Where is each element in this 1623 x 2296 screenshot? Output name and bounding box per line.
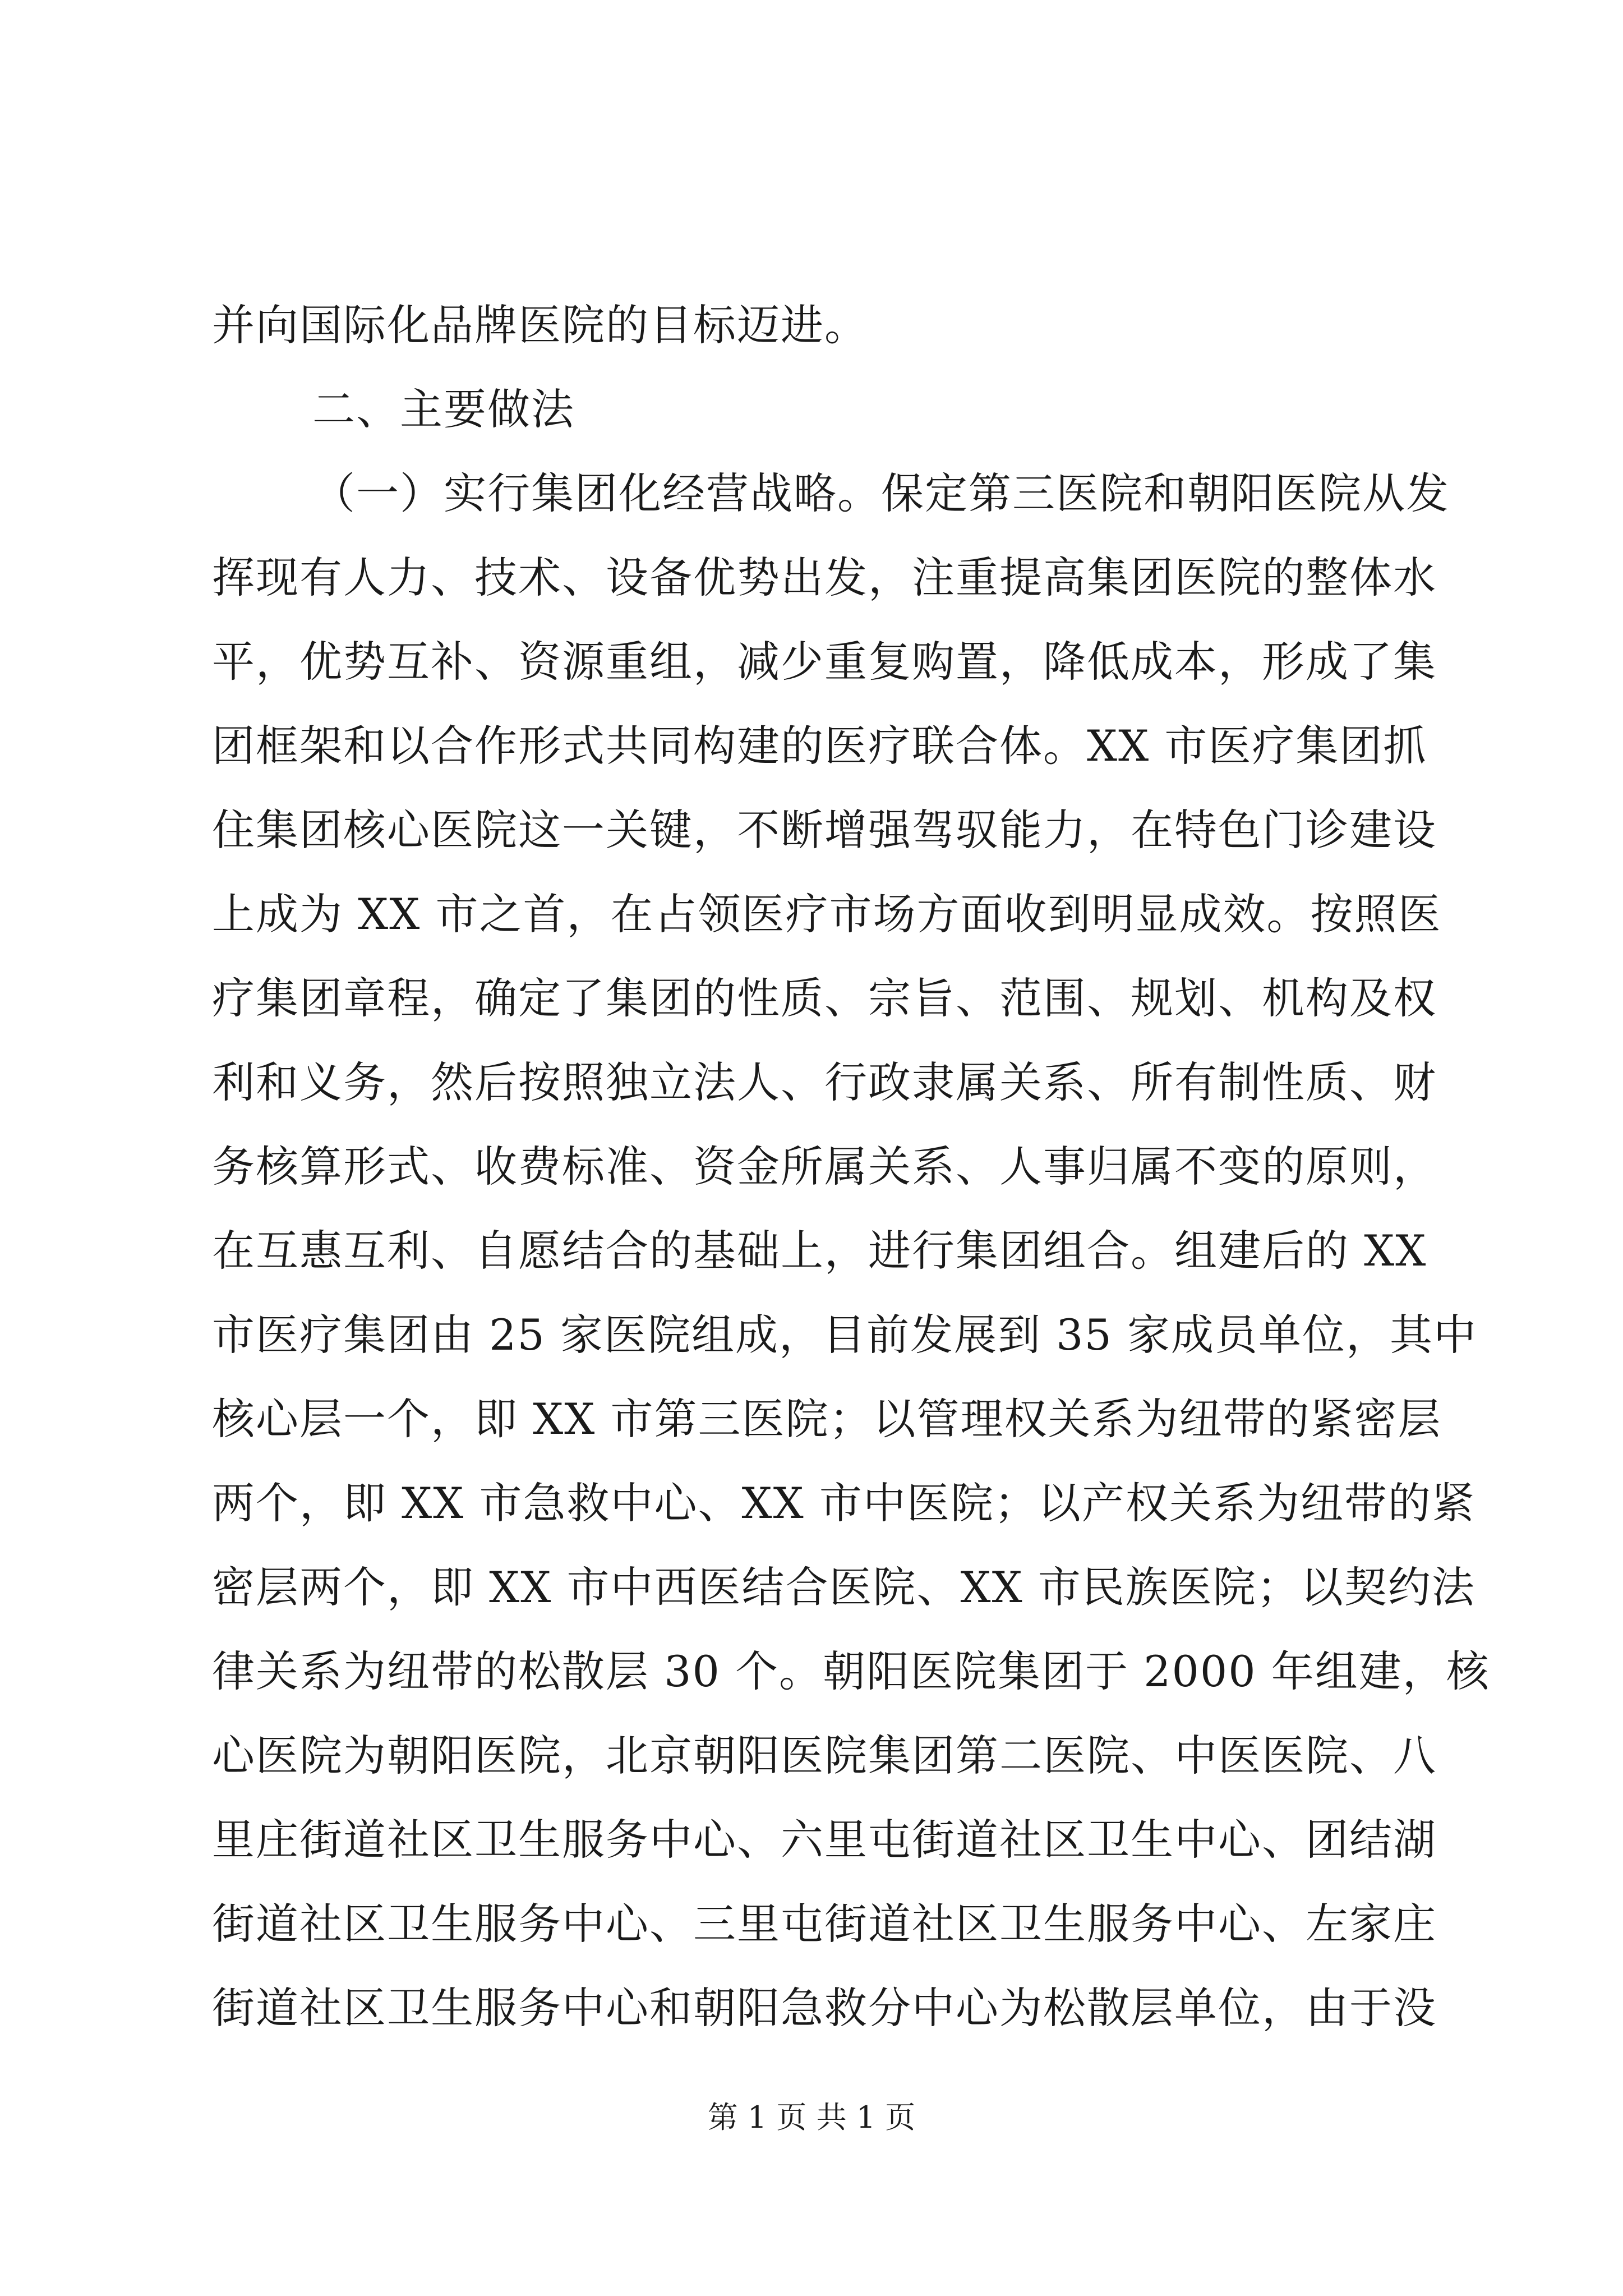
paragraph-line: 疗集团章程，确定了集团的性质、宗旨、范围、规划、机构及权 xyxy=(212,973,1437,1023)
paragraph-line: 街道社区卫生服务中心、三里屯街道社区卫生服务中心、左家庄 xyxy=(212,1899,1437,1949)
paragraph-line-continuation: 并向国际化品牌医院的目标迈进。 xyxy=(212,300,868,350)
paragraph-line: 律关系为纽带的松散层 30 个。朝阳医院集团于 2000 年组建，核 xyxy=(212,1646,1490,1696)
paragraph-line: 务核算形式、收费标准、资金所属关系、人事归属不变的原则， xyxy=(212,1142,1437,1191)
paragraph-line: 核心层一个，即 XX 市第三医院；以管理权关系为纽带的紧密层 xyxy=(212,1394,1442,1444)
paragraph-line: 里庄街道社区卫生服务中心、六里屯街道社区卫生中心、团结湖 xyxy=(212,1815,1437,1865)
paragraph-line: 住集团核心医院这一关键，不断增强驾驭能力，在特色门诊建设 xyxy=(212,805,1437,855)
paragraph-line: 挥现有人力、技术、设备优势出发，注重提高集团医院的整体水 xyxy=(212,553,1437,602)
paragraph-line: 在互惠互利、自愿结合的基础上，进行集团组合。组建后的 XX xyxy=(212,1226,1427,1276)
paragraph-line: 利和义务，然后按照独立法人、行政隶属关系、所有制性质、财 xyxy=(212,1057,1437,1107)
paragraph-line: 街道社区卫生服务中心和朝阳急救分中心为松散层单位，由于没 xyxy=(212,1983,1437,2033)
paragraph-line: 上成为 XX 市之首，在占领医疗市场方面收到明显成效。按照医 xyxy=(212,889,1442,939)
paragraph-line: 市医疗集团由 25 家医院组成，目前发展到 35 家成员单位，其中 xyxy=(212,1310,1478,1360)
paragraph-line: （一）实行集团化经营战略。保定第三医院和朝阳医院从发 xyxy=(312,468,1450,518)
paragraph-line: 团框架和以合作形式共同构建的医疗联合体。XX 市医疗集团抓 xyxy=(212,721,1427,771)
paragraph-line: 密层两个，即 XX 市中西医结合医院、XX 市民族医院；以契约法 xyxy=(212,1562,1476,1612)
page-number-footer: 第 1 页 共 1 页 xyxy=(707,2100,916,2135)
paragraph-line: 心医院为朝阳医院，北京朝阳医院集团第二医院、中医医院、八 xyxy=(212,1731,1437,1780)
paragraph-line: 两个，即 XX 市急救中心、XX 市中医院；以产权关系为纽带的紧 xyxy=(212,1478,1476,1528)
section-heading: 二、主要做法 xyxy=(312,384,575,434)
paragraph-line: 平，优势互补、资源重组，减少重复购置，降低成本，形成了集 xyxy=(212,637,1437,687)
